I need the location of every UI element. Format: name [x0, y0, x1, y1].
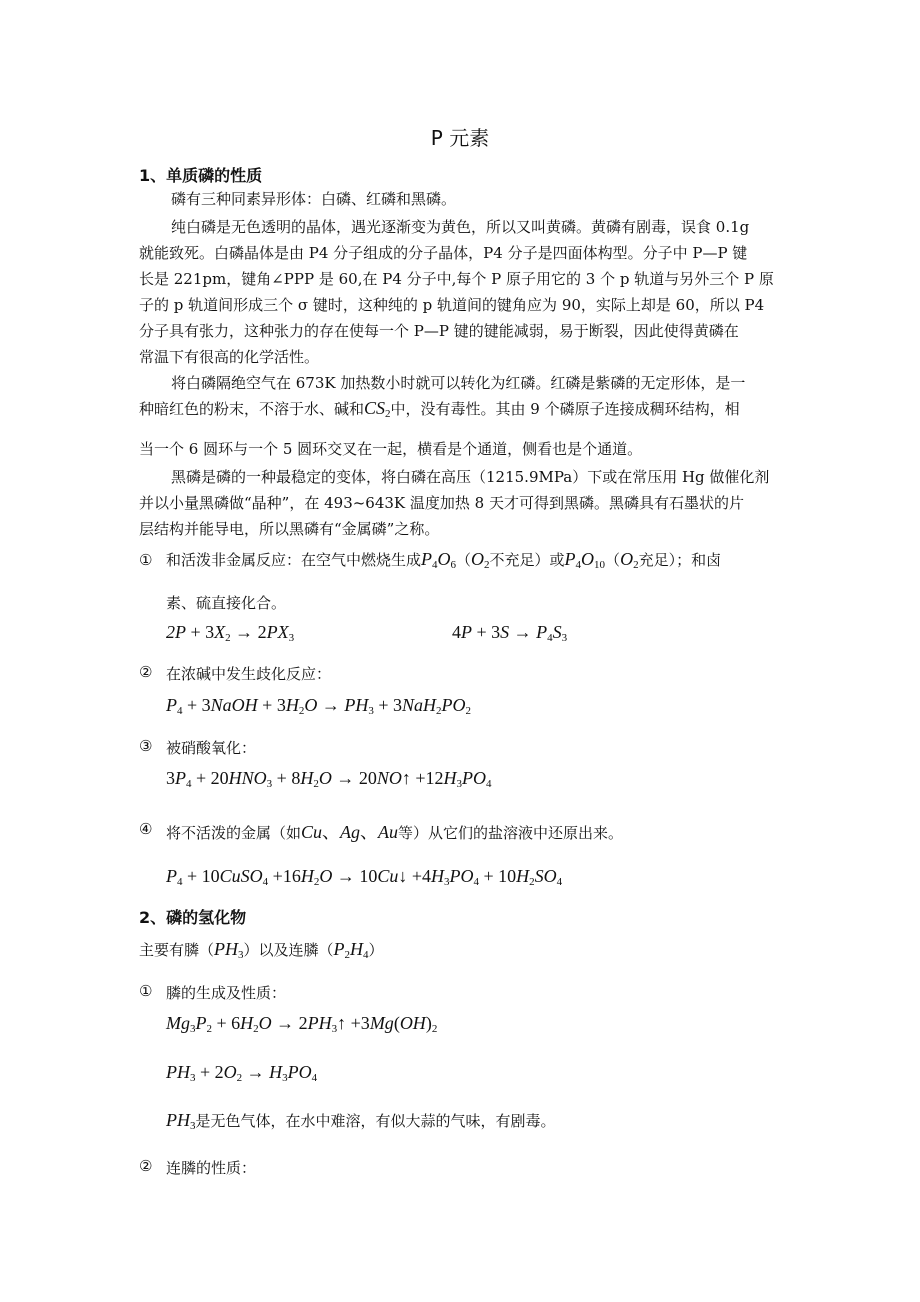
- paragraph-red-phosphorus-line: 当一个 6 圆环与一个 5 圆环交叉在一起，横看是个通道，侧看也是个通道。: [139, 440, 643, 458]
- equation-copper-sulfate: $P_4$ + 10CuSO$_4$ $+16H_2O$ → 10Cu↓ $+4H_3PO_4 + 10H_2SO_4$: [166, 866, 563, 888]
- paragraph-black-phosphorus-line: 并以小量黑磷做“晶种”，在 493~643K 温度加热 8 天才可得到黑磷。黑磷具有石墨状的片: [139, 494, 744, 512]
- phosphine-text: 膦的生成及性质：: [166, 984, 287, 1002]
- paragraph-black-phosphorus-line: 黑磷是磷的一种最稳定的变体，将白磷在高压（1215.9MPa）下或在常压用 Hg 做催化剂: [171, 468, 770, 486]
- page-title: P 元素: [430, 126, 490, 150]
- section-heading-1: 1、单质磷的性质: [139, 166, 263, 185]
- reaction-metal-reduction-text: 将不活泼的金属（如Cu、Ag、Au等）从它们的盐溶液中还原出来。: [166, 822, 624, 842]
- phosphine-description: $PH_3$是无色气体，在水中难溶，有似大蒜的气味，有剧毒。: [166, 1110, 556, 1132]
- equation-phosphine-formation: $Mg_3P_2 + 6H_2O$ → $2PH_3↑ +3Mg(OH)_2$: [166, 1013, 438, 1035]
- equation-disproportionation: $P_4$ + 3NaOH + $3H_2O \to PH_3 + 3NaH_2PO_2$: [166, 695, 471, 717]
- equation-phosphine-oxidation: $PH_3 + 2O_2 \to H_3PO_4$: [166, 1062, 318, 1084]
- paragraph-allotropes: 磷有三种同素异形体：白磷、红磷和黑磷。: [171, 190, 457, 208]
- reaction-nonmetal-text: 和活泼非金属反应：在空气中燃烧生成$P_4O_6(O_2$不充足）或$P_4O_{10}(O_2$充足）；和卤: [166, 549, 722, 571]
- paragraph-black-phosphorus-line: 层结构并能导电，所以黑磷有“金属磷”之称。: [139, 520, 440, 538]
- paragraph-white-phosphorus-line: 就能致死。白磷晶体是由 P4 分子组成的分子晶体，P4 分子是四面体构型。分子中 P—P 键: [139, 244, 748, 262]
- reaction-alkali-text: 在浓碱中发生歧化反应：: [166, 665, 332, 683]
- list-number-phosphine: ①: [139, 982, 153, 1000]
- equation-halogen: $2P + 3X_2 \to 2PX_3$: [166, 622, 295, 644]
- list-number-2: ②: [139, 663, 153, 681]
- paragraph-white-phosphorus-line: 子的 p 轨道间形成三个 σ 键时，这种纯的 p 轨道间的键角应为 90，实际上却是 60，所以 P4: [139, 296, 765, 314]
- paragraph-white-phosphorus-line: 长是 221pm，键角∠PPP 是 60,在 P4 分子中,每个 P 原子用它的 3 个 p 轨道与另外三个 P 原: [139, 270, 774, 288]
- paragraph-red-phosphorus-line: 将白磷隔绝空气在 673K 加热数小时就可以转化为红磷。红磷是紫磷的无定形体，是一: [171, 374, 746, 392]
- diphosphine-text: 连膦的性质：: [166, 1159, 257, 1177]
- paragraph-white-phosphorus-line: 常温下有很高的化学活性。: [139, 348, 320, 366]
- list-number-diphosphine: ②: [139, 1157, 153, 1175]
- list-number-4: ④: [139, 820, 153, 838]
- equation-sulfur: $4P + 3S \to P_4S_3$: [452, 622, 568, 644]
- paragraph-white-phosphorus-line: 分子具有张力，这种张力的存在使每一个 P—P 键的键能减弱，易于断裂，因此使得黄磷在: [139, 322, 739, 340]
- paragraph-red-phosphorus-line: 种暗红色的粉末，不溶于水、碱和$CS_2$中，没有毒性。其由 9 个磷原子连接成稠环结构，相: [139, 398, 740, 420]
- list-number-3: ③: [139, 737, 153, 755]
- reaction-nonmetal-text-cont: 素、硫直接化合。: [166, 594, 287, 612]
- hydrides-intro: 主要有膦$(PH_3)$以及连膦$(P_2H_4)$: [139, 939, 384, 961]
- paragraph-white-phosphorus-line: 纯白磷是无色透明的晶体，遇光逐渐变为黄色，所以又叫黄磷。黄磷有剧毒，误食 0.1g: [171, 218, 750, 236]
- equation-nitric-acid: $3P_4 + 20HNO_3 + 8H_2O$ → 20NO↑ $+12H_3PO_4$: [166, 768, 492, 790]
- section-heading-2: 2、磷的氢化物: [139, 908, 247, 927]
- list-number-1: ①: [139, 551, 153, 569]
- reaction-nitric-text: 被硝酸氧化：: [166, 739, 257, 757]
